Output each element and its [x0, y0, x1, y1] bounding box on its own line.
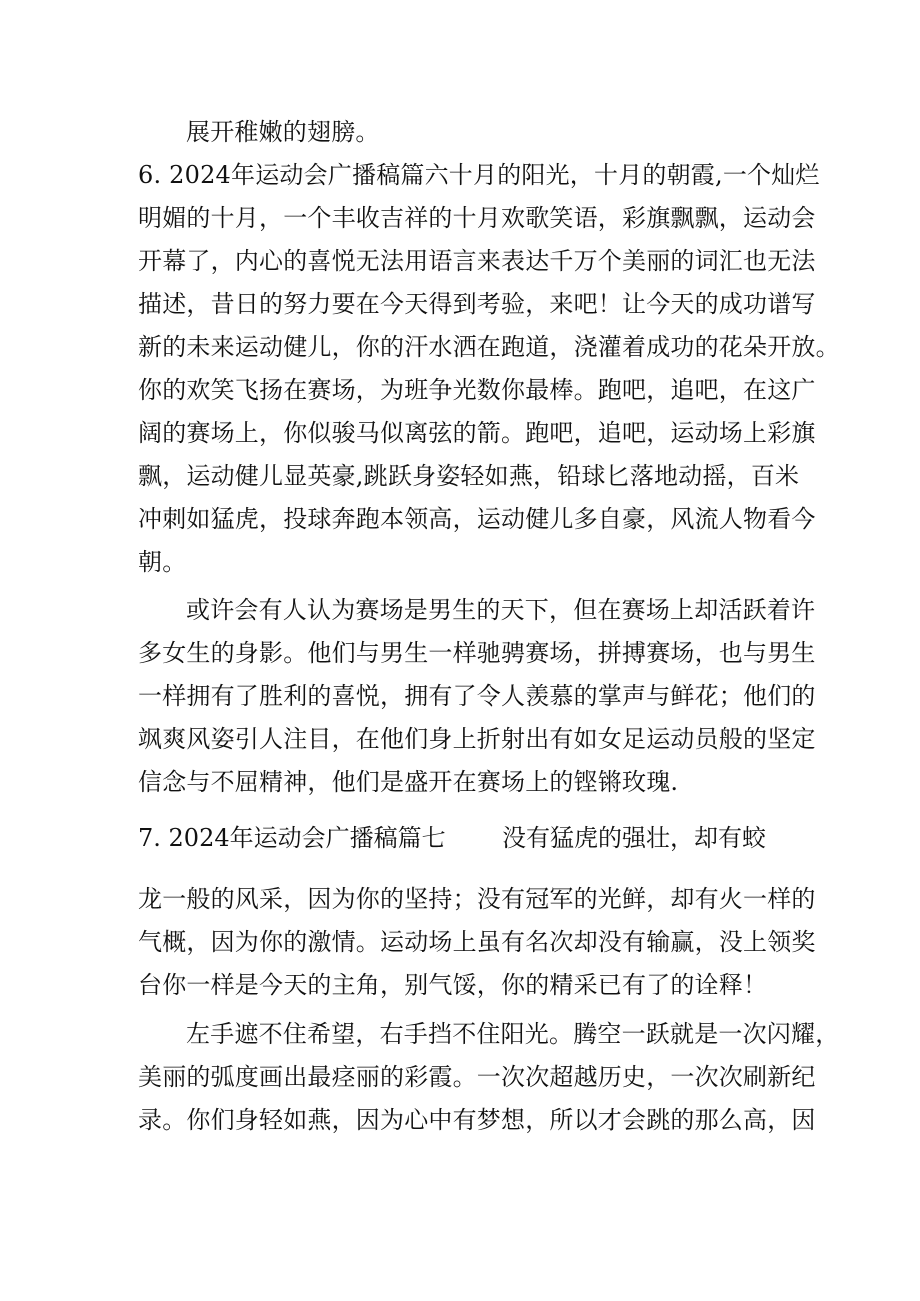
text-line: 飘，运动健儿显英豪,跳跃身姿轻如燕，铅球匕落地动摇，百米: [138, 462, 800, 490]
section-heading-7: [138, 823, 788, 853]
text-line: 一样拥有了胜利的喜悦，拥有了令人羡慕的掌声与鲜花；他们的: [138, 682, 816, 710]
text-line: 或许会有人认为赛场是男生的天下，但在赛场上却活跃着许: [186, 596, 816, 624]
text-line: 冲刺如猛虎，投球奔跑本领高，运动健儿多自豪，风流人物看今: [138, 505, 816, 533]
text-line: 台你一样是今天的主角，别气馁，你的精采已有了的诠释！: [138, 971, 768, 999]
text-line: 气概，因为你的激情。运动场上虽有名次却没有输赢，没上领奖: [138, 928, 816, 956]
text-line: 多女生的身影。他们与男生一样驰骋赛场，拼搏赛场，也与男生: [138, 639, 816, 667]
text-line: 信念与不屈精神，他们是盛开在赛场上的铿锵玫瑰.: [138, 768, 679, 796]
text-line: 新的未来运动健儿，你的汗水洒在跑道，浇灌着成功的花朵开放。: [138, 333, 840, 361]
text-line: 描述，昔日的努力要在今天得到考验，来吧！让今天的成功谱写: [138, 290, 816, 318]
text-line: 录。你们身轻如燕，因为心中有梦想，所以才会跳的那么高，因: [138, 1106, 816, 1134]
text-line: 朝。: [138, 548, 187, 576]
text-line: 展开稚嫩的翅膀。: [186, 118, 380, 146]
text-line: 你的欢笑飞扬在赛场，为班争光数你最棒。跑吧，追吧，在这广: [138, 376, 816, 404]
text-line: 龙一般的风采，因为你的坚持；没有冠军的光鲜，却有火一样的: [138, 885, 816, 913]
text-line: 开幕了，内心的喜悦无法用语言来表达千万个美丽的词汇也无法: [138, 247, 816, 275]
text-line: 飒爽风姿引人注目，在他们身上折射出有如女足运动员般的坚定: [138, 725, 816, 753]
text-line: 左手遮不住希望，右手挡不住阳光。腾空一跃就是一次闪耀，: [186, 1020, 840, 1048]
section-heading-6: 6. 2024年运动会广播稿篇六十月的阳光，十月的朝霞,一个灿烂: [138, 161, 820, 189]
heading-label: 7. 2024年运动会广播稿篇七: [138, 824, 446, 852]
text-line: 明媚的十月，一个丰收吉祥的十月欢歌笑语，彩旗飘飘，运动会: [138, 204, 816, 232]
text-line: 阔的赛场上，你似骏马似离弦的箭。跑吧，追吧，运动场上彩旗: [138, 419, 816, 447]
heading-text: 没有猛虎的强壮，却有蛟: [502, 824, 766, 852]
text-line: 美丽的弧度画出最痉丽的彩霞。一次次超越历史，一次次刷新纪: [138, 1063, 816, 1091]
